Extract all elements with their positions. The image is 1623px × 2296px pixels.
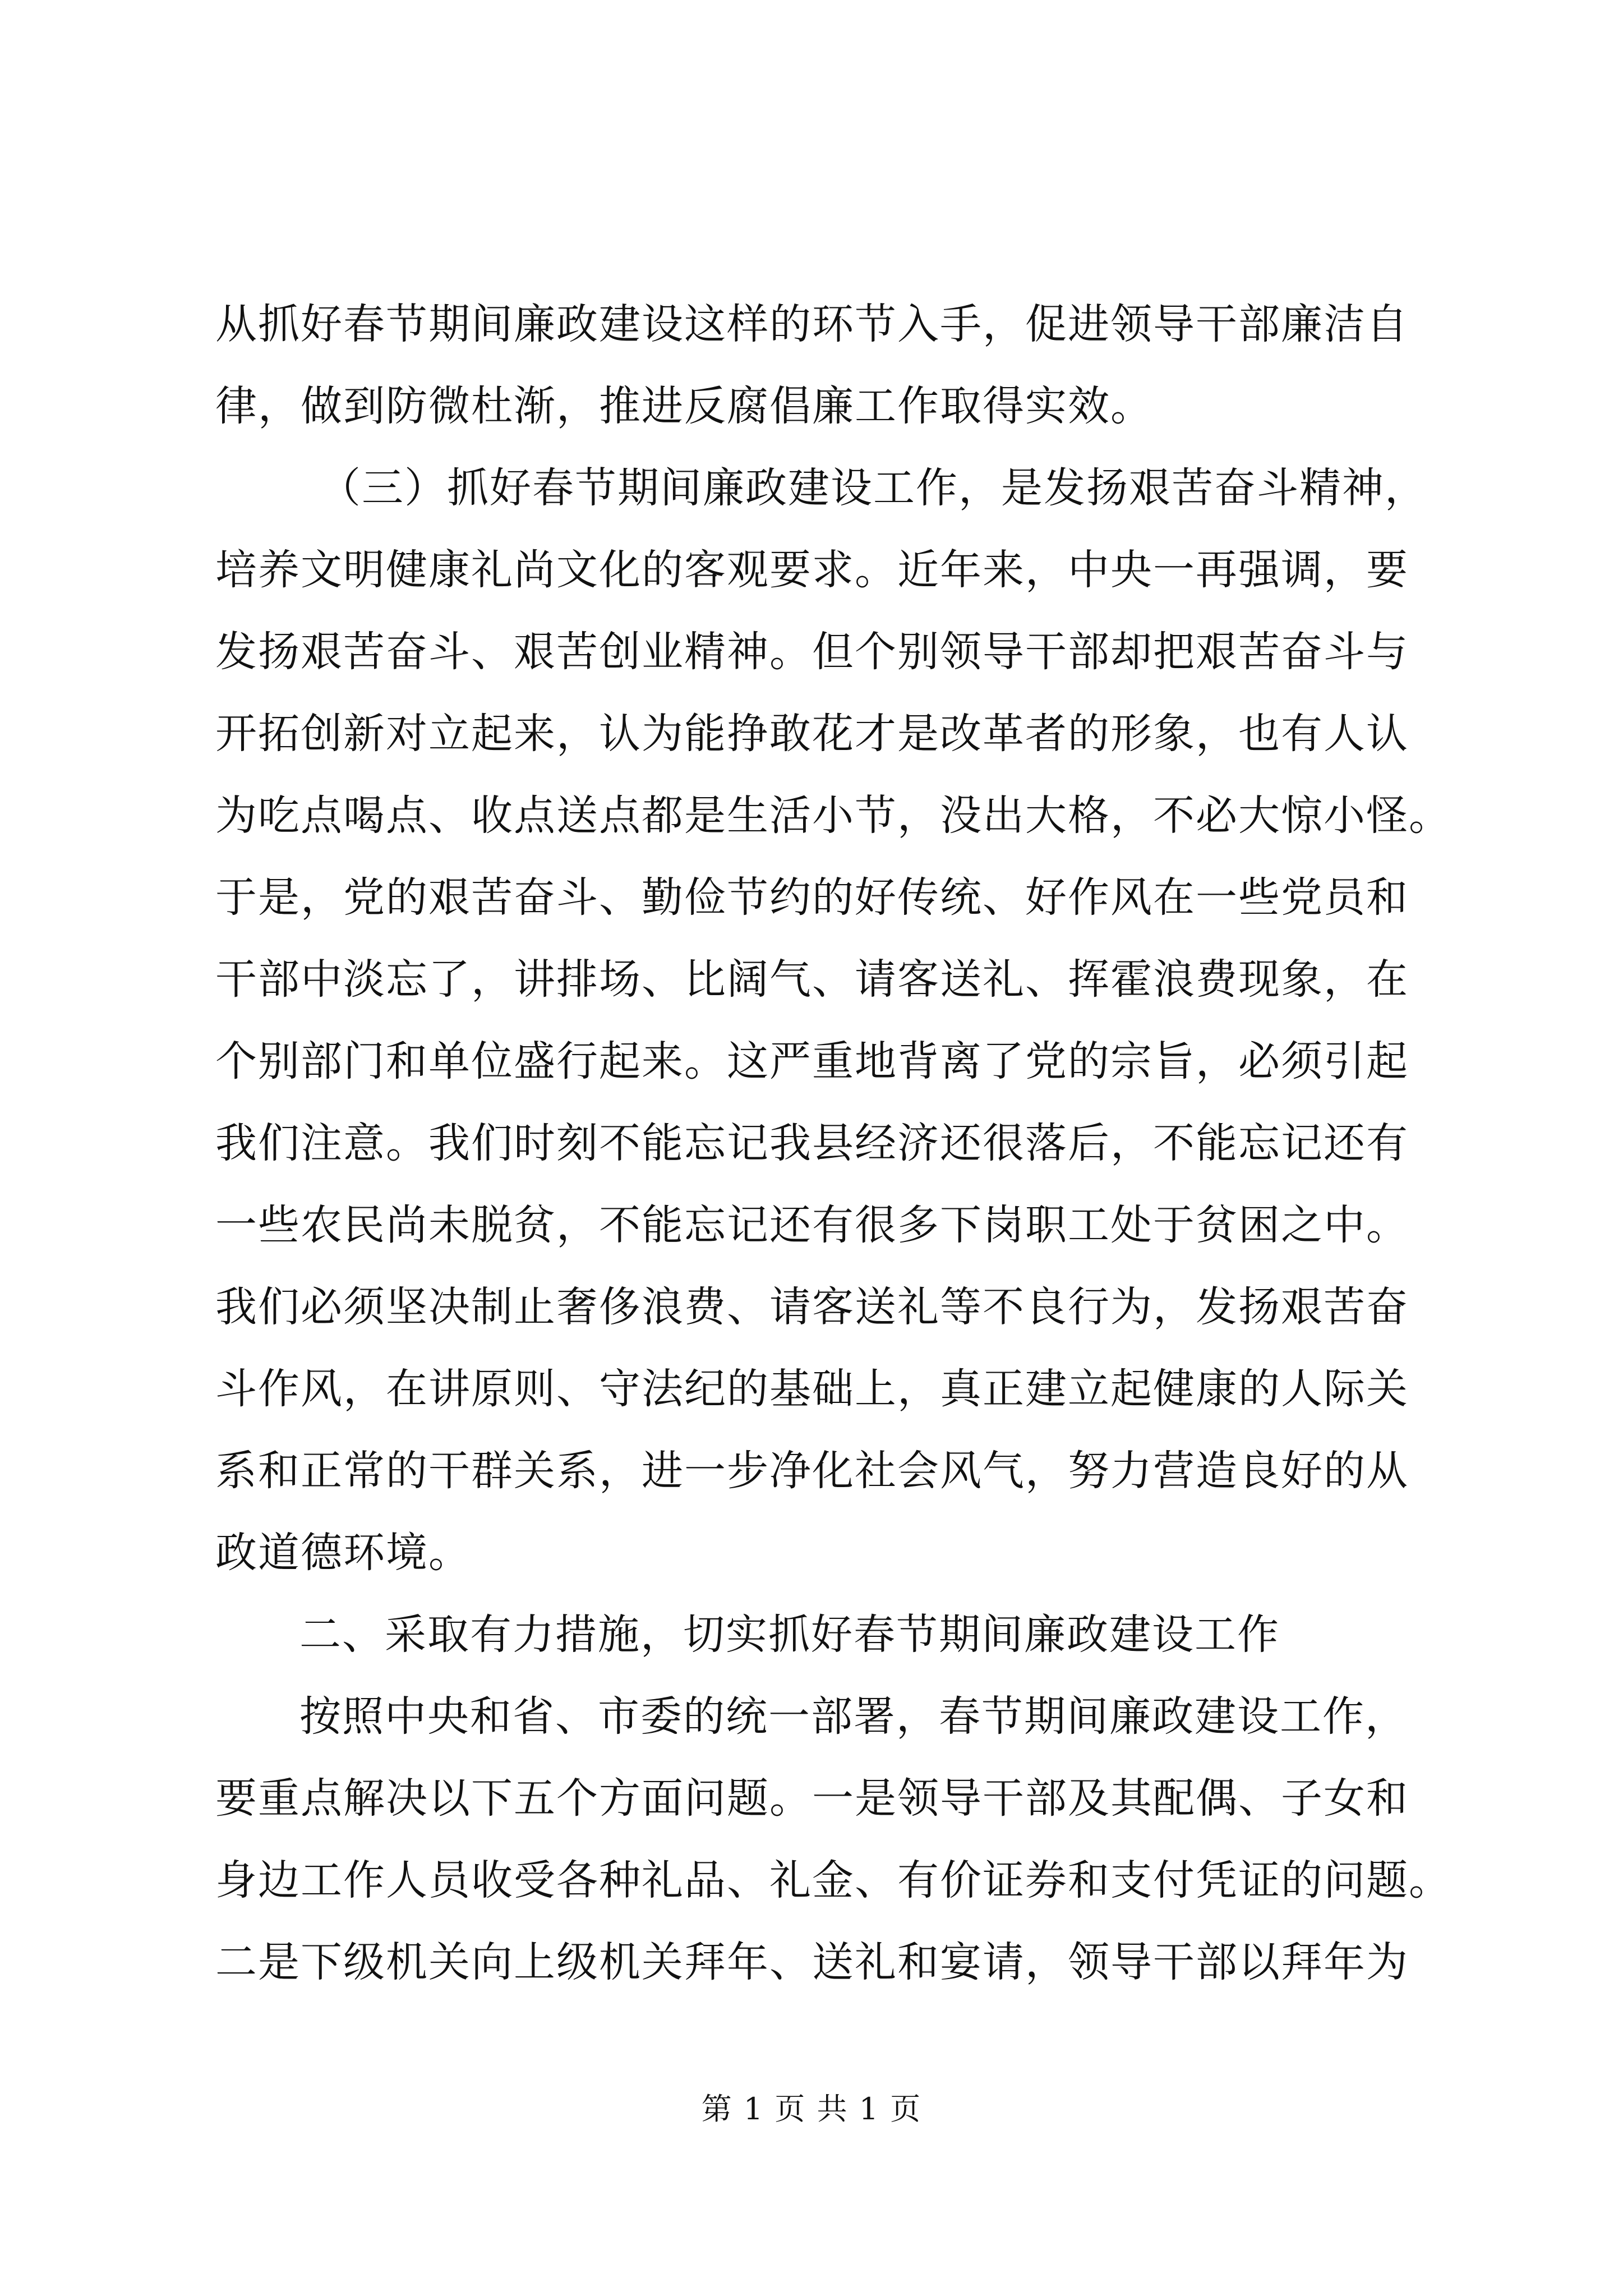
text-line-16: 政道德环境。 [215,1529,471,1577]
document-body [215,283,1451,2003]
text-line-19: 要重点解决以下五个方面问题。一是领导干部及其配偶、子女和 [215,1774,1409,1823]
text-line-18: 按照中央和省、市委的统一部署，春节期间廉政建设工作， [299,1692,1408,1741]
text-line-4: 培养文明健康礼尚文化的客观要求。近年来，中央一再强调，要 [215,546,1409,594]
section-heading: 二、采取有力措施，切实抓好春节期间廉政建设工作 [299,1611,1280,1659]
text-line-8: 于是，党的艰苦奋斗、勤俭节约的好传统、好作风在一些党员和 [215,873,1409,922]
text-line-11: 我们注意。我们时刻不能忘记我县经济还很落后，不能忘记还有 [215,1119,1409,1167]
text-line-1: 从抓好春节期间廉政建设这样的环节入手，促进领导干部廉洁自 [215,300,1409,348]
text-line-9: 干部中淡忘了，讲排场、比阔气、请客送礼、挥霍浪费现象，在 [215,955,1409,1004]
text-line-20: 身边工作人员收受各种礼品、礼金、有价证券和支付凭证的问题。 [215,1856,1451,1904]
page-footer [0,2092,1623,2126]
text-line-2: 律，做到防微杜渐，推进反腐倡廉工作取得实效。 [215,382,1153,430]
text-line-21: 二是下级机关向上级机关拜年、送礼和宴请，领导干部以拜年为 [215,1938,1409,1986]
text-line-10: 个别部门和单位盛行起来。这严重地背离了党的宗旨，必须引起 [215,1037,1409,1085]
text-line-5: 发扬艰苦奋斗、艰苦创业精神。但个别领导干部却把艰苦奋斗与 [215,628,1409,676]
text-line-7: 为吃点喝点、收点送点都是生活小节，没出大格，不必大惊小怪。 [215,792,1451,840]
page-number-label: 第 1 页 共 1 页 [701,2091,922,2127]
text-line-12: 一些农民尚未脱贫，不能忘记还有很多下岗职工处于贫困之中。 [215,1201,1409,1249]
text-line-3: （三）抓好春节期间廉政建设工作，是发扬艰苦奋斗精神， [319,464,1427,512]
text-line-15: 系和正常的干群关系，进一步净化社会风气，努力营造良好的从 [215,1447,1409,1495]
text-line-6: 开拓创新对立起来，认为能挣敢花才是改革者的形象，也有人认 [215,710,1409,758]
text-line-13: 我们必须坚决制止奢侈浪费、请客送礼等不良行为，发扬艰苦奋 [215,1283,1409,1331]
text-line-14: 斗作风，在讲原则、守法纪的基础上，真正建立起健康的人际关 [215,1365,1409,1413]
